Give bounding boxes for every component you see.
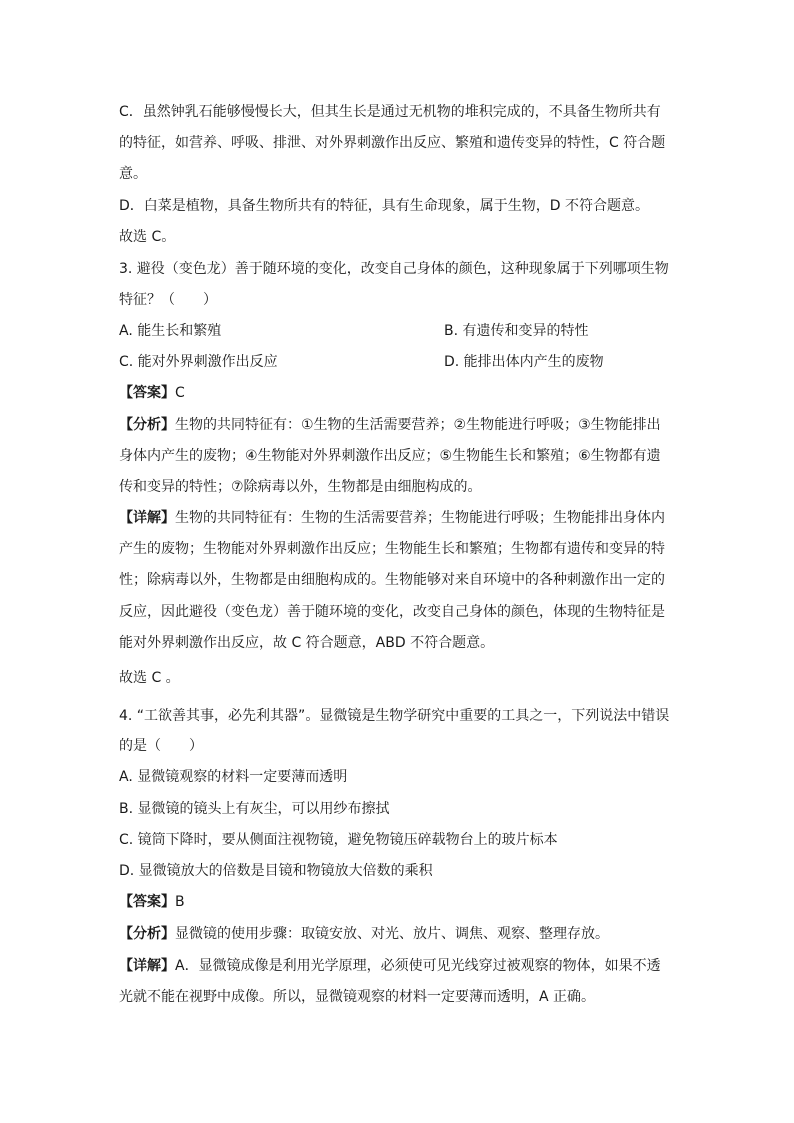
- q3-option-a: A. 能生长和繁殖: [119, 323, 222, 339]
- q3-detail-line2: 产生的废物；生物能对外界刺激作出反应；生物能生长和繁殖；生物都有遗传和变异的特: [119, 541, 665, 557]
- q3-stem-line2: 特征？（ ）: [119, 292, 217, 308]
- q3-analysis-line1: [119, 415, 661, 435]
- q4-analysis-line1: [119, 924, 609, 944]
- q3-detail-line1: [119, 508, 665, 528]
- q3-detail-text1: 生物的共同特征有：生物的生活需要营养；生物能进行呼吸；生物能排出身体内: [175, 510, 665, 526]
- q3-answer: [119, 383, 185, 403]
- q4-analysis-label: 【分析】: [119, 926, 175, 942]
- q3-option-c: C. 能对外界刺激作出反应: [119, 354, 278, 370]
- q3-stem-line1: 3. 避役（变色龙）善于随环境的变化，改变自己身体的颜色，这种现象属于下列哪项生物: [119, 261, 669, 277]
- q4-detail-line2: 光就不能在视野中成像。所以，显微镜观察的材料一定要薄而透明，A 正确。: [119, 989, 596, 1005]
- q3-detail-line3: 性；除病毒以外，生物都是由细胞构成的。生物能够对来自环境中的各种刺激作出一定的: [119, 572, 665, 588]
- q4-analysis-text1: 显微镜的使用步骤：取镜安放、对光、放片、调焦、观察、整理存放。: [175, 926, 609, 942]
- q4-detail-label: 【详解】: [119, 958, 175, 974]
- q3-analysis-line2: 身体内产生的废物；④生物能对外界刺激作出反应；⑤生物能生长和繁殖；⑥生物都有遗: [119, 448, 661, 464]
- q4-detail-line1: [119, 956, 661, 976]
- q3-answer-value: C: [175, 385, 185, 401]
- q3-analysis-text1: 生物的共同特征有：①生物的生活需要营养；②生物能进行呼吸；③生物能排出: [175, 417, 661, 433]
- q4-answer-label: 【答案】: [119, 894, 175, 910]
- q4-detail-text1: A．显微镜成像是利用光学原理，必须使可见光线穿过被观察的物体，如果不透: [175, 958, 661, 974]
- q4-option-d: D. 显微镜放大的倍数是目镜和物镜放大倍数的乘积: [119, 863, 433, 879]
- q3-analysis-label: 【分析】: [119, 417, 175, 433]
- q2-option-d-explanation: D．白菜是植物，具备生物所共有的特征，具有生命现象，属于生物，D 不符合题意。: [119, 198, 650, 214]
- q4-answer-value: B: [175, 894, 185, 910]
- q4-option-a: A. 显微镜观察的材料一定要薄而透明: [119, 769, 348, 785]
- q4-option-b: B. 显微镜的镜头上有灰尘，可以用纱布擦拭: [119, 801, 390, 817]
- q3-detail-label: 【详解】: [119, 510, 175, 526]
- q4-answer: [119, 892, 185, 912]
- q3-answer-label: 【答案】: [119, 385, 175, 401]
- q3-detail-line5: 能对外界刺激作出反应，故 C 符合题意，ABD 不符合题意。: [119, 635, 495, 651]
- q3-detail-line4: 反应，因此避役（变色龙）善于随环境的变化，改变自己身体的颜色，体现的生物特征是: [119, 604, 665, 620]
- q3-option-b: B. 有遗传和变异的特性: [444, 323, 589, 339]
- q4-stem-line2: 的是（ ）: [119, 738, 203, 754]
- q3-conclusion: 故选 C 。: [119, 670, 180, 686]
- q2-conclusion: 故选 C。: [119, 229, 176, 245]
- q2-option-c-explanation-line3: 意。: [119, 166, 147, 182]
- q2-option-c-explanation-line1: C．虽然钟乳石能够慢慢长大，但其生长是通过无机物的堆积完成的，不具备生物所共有: [119, 104, 661, 120]
- q2-option-c-explanation-line2: 的特征，如营养、呼吸、排泄、对外界刺激作出反应、繁殖和遗传变异的特性，C 符合题: [119, 135, 666, 151]
- q4-option-c: C. 镜筒下降时，要从侧面注视物镜，避免物镜压碎载物台上的玻片标本: [119, 832, 558, 848]
- q4-stem-line1: 4. “工欲善其事，必先利其器”。显微镜是生物学研究中重要的工具之一，下列说法中错误: [119, 708, 670, 724]
- q3-analysis-line3: 传和变异的特性；⑦除病毒以外，生物都是由细胞构成的。: [119, 479, 482, 495]
- q3-option-d: D. 能排出体内产生的废物: [444, 354, 604, 370]
